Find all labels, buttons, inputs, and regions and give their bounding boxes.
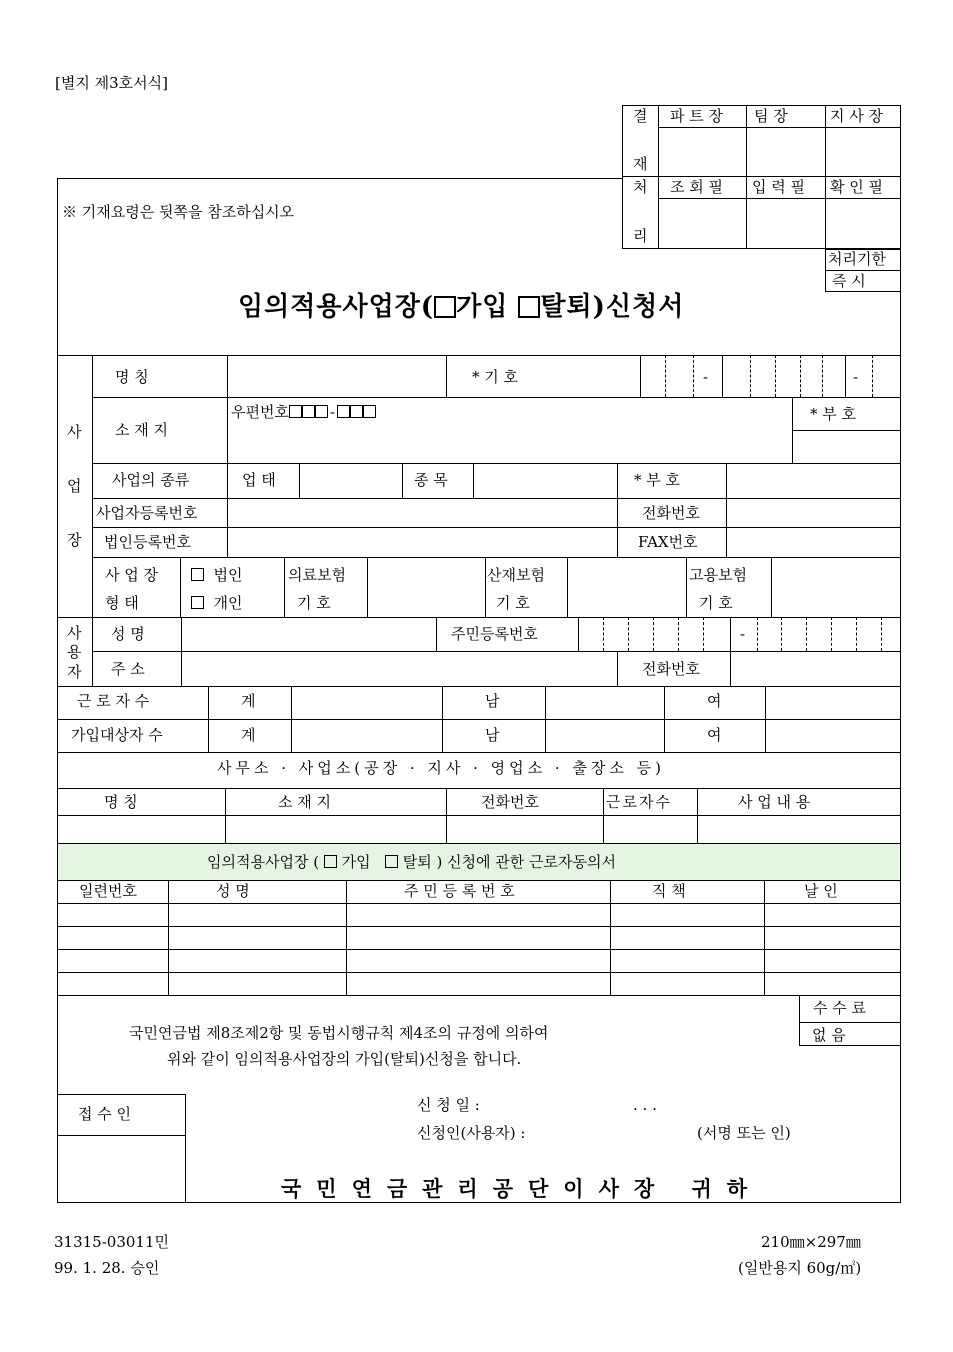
consent-col-serial: 일련번호 (79, 882, 137, 900)
industrial-label-1: 산재보험 (487, 566, 545, 584)
worker-total-label: 계 (241, 692, 256, 710)
receiver-label: 접 수 인 (78, 1105, 132, 1123)
offices-col-workers: 근로자수 (606, 793, 672, 811)
corp-option[interactable]: 법인 (191, 568, 243, 583)
join-checkbox[interactable] (434, 296, 456, 318)
employer-rrn-dash: - (740, 625, 746, 643)
business-side-1: 사 (67, 423, 82, 441)
target-male-label: 남 (485, 726, 500, 744)
fee-label: 수 수 료 (813, 999, 867, 1017)
business-side-2: 업 (67, 477, 82, 495)
employer-side-2: 용 (67, 643, 82, 661)
offices-col-business: 사 업 내 용 (738, 793, 811, 811)
employer-side-1: 사 (67, 624, 82, 642)
business-name-label: 명 칭 (115, 368, 149, 386)
title-join: 가입 (456, 292, 509, 322)
form-label: [별지 제3호서식] (55, 74, 168, 92)
offices-col-phone: 전화번호 (481, 793, 539, 811)
approval-input: 입 력 필 (752, 178, 806, 196)
approval-side-1: 결 (633, 107, 648, 125)
corp-no-label: 법인등록번호 (104, 533, 191, 551)
statement-line-1: 국민연금법 제8조제2항 및 동법시행규칙 제4조의 규정에 의하여 (129, 1024, 549, 1042)
biz-form-label-1: 사 업 장 (105, 566, 159, 584)
leave-checkbox[interactable] (518, 296, 540, 318)
business-side-3: 장 (67, 531, 82, 549)
medical-label-1: 의료보험 (288, 566, 346, 584)
employer-phone-label: 전화번호 (642, 660, 700, 678)
approval-side-4: 리 (633, 227, 648, 245)
approval-branch-head: 지 사 장 (830, 107, 884, 125)
approval-side-3: 처 (633, 178, 648, 196)
consent-col-rrn: 주 민 등 록 번 호 (404, 882, 515, 900)
industrial-label-2: 기 호 (496, 594, 530, 612)
business-name-field[interactable] (229, 357, 444, 395)
target-count-label: 가입대상자 수 (71, 726, 163, 744)
consent-leave-checkbox[interactable] (385, 855, 398, 868)
postal-code[interactable] (231, 405, 376, 420)
fax-label: FAX번호 (638, 533, 698, 551)
approval-inquiry: 조 회 필 (670, 178, 724, 196)
employment-label-2: 기 호 (699, 594, 733, 612)
approval-side-2: 재 (633, 155, 648, 173)
business-code-dash-2: - (853, 368, 859, 386)
approval-part-lead: 파 트 장 (670, 107, 724, 125)
consent-join-checkbox[interactable] (324, 855, 337, 868)
biz-cond-label: 업 태 (242, 471, 276, 489)
employer-address-label: 주 소 (111, 660, 145, 678)
approval-date: 99. 1. 28. 승인 (54, 1259, 160, 1277)
employer-name-label: 성 명 (111, 625, 145, 643)
fee-value: 없 음 (812, 1026, 846, 1044)
employer-rrn-label: 주민등록번호 (451, 625, 538, 643)
apply-date-label: 신 청 일 : (417, 1096, 480, 1114)
paper-type: (일반용지 60g/㎡) (738, 1259, 862, 1277)
corp-checkbox[interactable] (191, 568, 204, 581)
apply-date-dots: . . . (633, 1096, 657, 1114)
consent-header: 임의적용사업장 ( 가입 탈퇴 ) 신청에 관한 근로자동의서 (207, 853, 616, 871)
worker-female-label: 여 (707, 692, 722, 710)
title-prefix: 임의적용사업장( (238, 292, 435, 322)
worker-male-label: 남 (485, 692, 500, 710)
statement-line-2: 위와 같이 임의적용사업장의 가입(탈퇴)신청을 합니다. (167, 1050, 522, 1068)
title-leave: 탈퇴)신청서 (540, 292, 685, 322)
consent-col-name: 성 명 (216, 882, 250, 900)
employment-label-1: 고용보험 (689, 566, 747, 584)
offices-header: 사무소 · 사업소(공장 · 지사 · 영업소 · 출장소 등) (217, 759, 666, 777)
offices-col-name: 명 칭 (104, 793, 138, 811)
consent-col-seal: 날 인 (804, 882, 838, 900)
offices-col-location: 소 재 지 (278, 793, 332, 811)
employer-side-3: 자 (67, 663, 82, 681)
location-label: 소 재 지 (115, 421, 169, 439)
deadline-value: 즉 시 (832, 272, 866, 290)
consent-col-title: 직 책 (652, 882, 686, 900)
addressee: 국민연금관리공단이사장 귀하 (281, 1176, 763, 1201)
medical-label-2: 기 호 (297, 594, 331, 612)
target-total-label: 계 (241, 726, 256, 744)
biz-code-label: * 부 호 (634, 471, 681, 489)
individual-option[interactable]: 개인 (191, 596, 243, 611)
business-code-dash-1: - (703, 368, 709, 386)
biz-item-label: 종 목 (414, 471, 448, 489)
postal-label: 우편번호 (231, 403, 289, 421)
biz-type-label: 사업의 종류 (112, 471, 190, 489)
sub-code-label: * 부 호 (810, 405, 857, 423)
reg-no-label: 사업자등록번호 (96, 504, 198, 522)
approval-team-lead: 팀 장 (754, 107, 788, 125)
note-text: ※ 기재요령은 뒷쪽을 참조하십시오 (62, 203, 295, 221)
paper-size: 210㎜×297㎜ (761, 1233, 861, 1251)
form-code: 31315-03011민 (54, 1233, 169, 1251)
form-title (238, 294, 684, 320)
worker-count-label: 근 로 자 수 (77, 692, 150, 710)
applicant-label: 신청인(사용자) : (417, 1124, 526, 1142)
target-female-label: 여 (707, 726, 722, 744)
deadline-label: 처리기한 (828, 250, 886, 268)
individual-checkbox[interactable] (191, 596, 204, 609)
approval-confirm: 확 인 필 (830, 178, 884, 196)
biz-form-label-2: 형 태 (105, 594, 139, 612)
business-code-label: * 기 호 (472, 368, 519, 386)
signature-label: (서명 또는 인) (697, 1124, 791, 1142)
biz-phone-label: 전화번호 (642, 504, 700, 522)
postal-dash: - (329, 403, 336, 421)
